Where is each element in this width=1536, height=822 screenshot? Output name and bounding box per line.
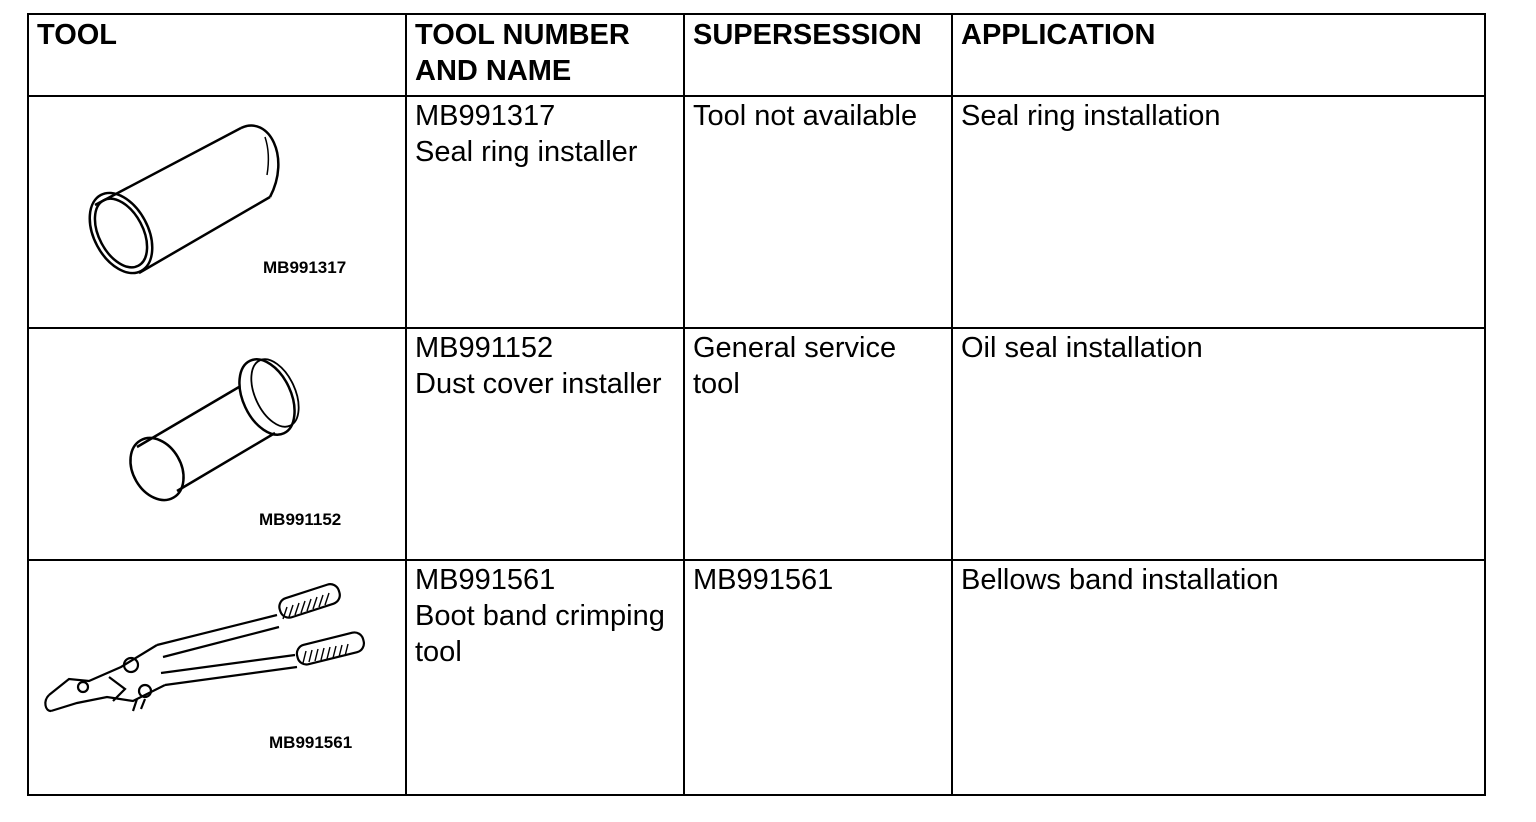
supersession-cell: General service tool [684,328,952,560]
application-cell: Oil seal installation [952,328,1485,560]
illustration-label: MB991317 [263,258,347,277]
tool-illustration-cell [28,560,406,795]
application-cell: Bellows band installation [952,560,1485,795]
header-tool: TOOL [28,14,406,96]
tool-name: Dust cover installer [415,368,662,400]
flanged-sleeve-icon [29,329,407,561]
tool-number: MB991317 [415,100,556,132]
tool-number-cell [406,560,684,795]
tool-illustration-cell [28,96,406,328]
illustration-label: MB991561 [269,733,353,752]
special-tools-table [27,13,1486,796]
table-row [28,560,1485,795]
header-supersession: SUPERSESSION [684,14,952,96]
supersession-cell: MB991561 [684,560,952,795]
header-tool-number-line2: AND NAME [415,55,572,87]
illustration-label: MB991152 [259,510,342,529]
application-cell: Seal ring installation [952,96,1485,328]
header-application: APPLICATION [952,14,1485,96]
tool-number-cell [406,328,684,560]
table-row [28,96,1485,328]
header-tool-number [406,14,684,96]
cylinder-sleeve-icon [29,97,407,329]
tool-illustration-cell [28,328,406,560]
tool-name: Seal ring installer [415,136,638,168]
tool-number: MB991561 [415,564,556,596]
crimping-pliers-icon [29,561,407,796]
tool-name: Boot band crimping tool [415,600,665,668]
table-row [28,328,1485,560]
header-row [28,14,1485,96]
supersession-cell: Tool not available [684,96,952,328]
tool-number: MB991152 [415,332,554,364]
header-tool-number-line1: TOOL NUMBER [415,19,630,51]
tool-number-cell [406,96,684,328]
